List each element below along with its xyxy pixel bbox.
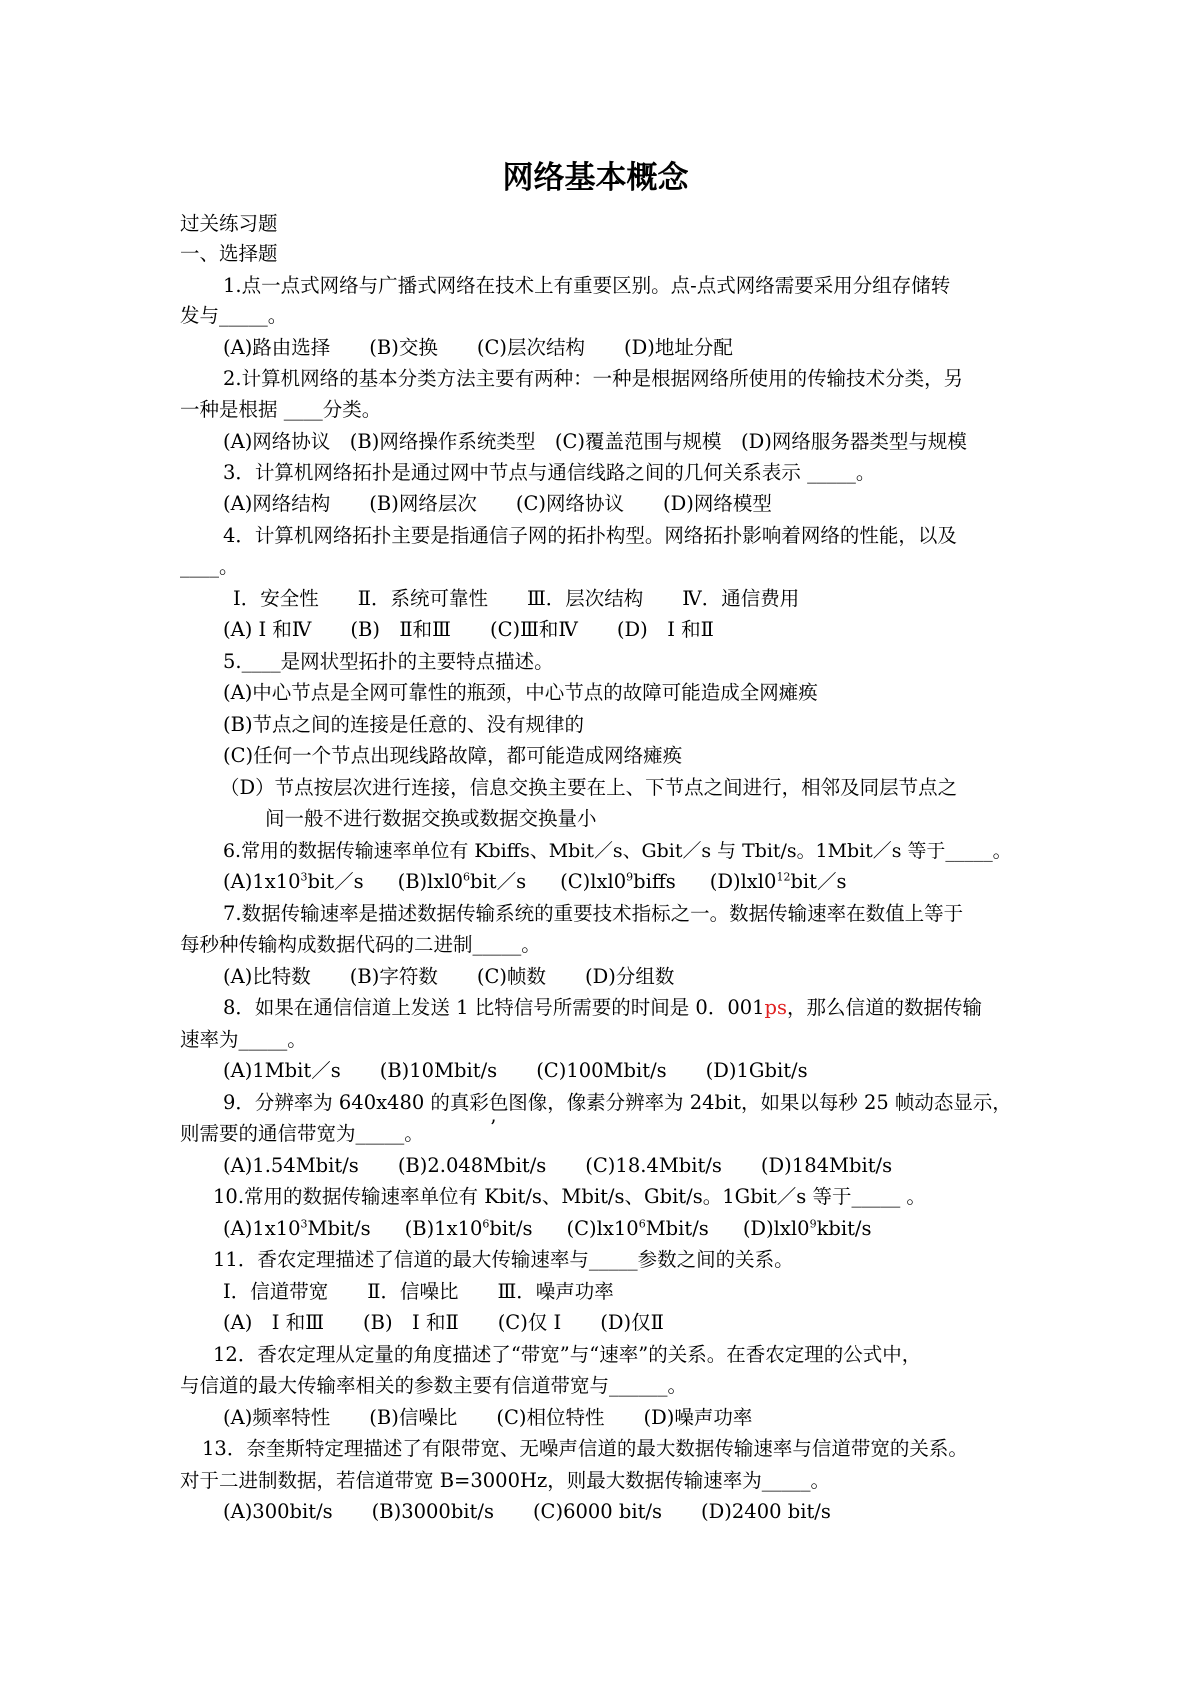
answer-options xyxy=(223,1215,872,1243)
option-a: $(A)1x10^3Mbit/s$ xyxy=(223,1217,371,1240)
question-line: 每秒种传输构成数据代码的二进制_____。 xyxy=(180,933,541,956)
question-line: 5.____是网状型拓扑的主要特点描述。 xyxy=(223,650,554,673)
question-line: 速率为_____。 xyxy=(180,1028,307,1051)
question-line: 发与_____。 xyxy=(180,304,288,327)
question-line: 与信道的最大传输率相关的参数主要有信道带宽与______。 xyxy=(180,1374,688,1397)
question-line: 8．如果在通信信道上发送 1 比特信号所需要的时间是 0．001ps，那么信道的数据传输 xyxy=(223,996,983,1019)
question-line: 13．奈奎斯特定理描述了有限带宽、无噪声信道的最大数据传输速率与信道带宽的关系。 xyxy=(202,1437,968,1460)
page-title: 网络基本概念 xyxy=(502,160,689,196)
question-line: 12．香农定理从定量的角度描述了“带宽”与“速率”的关系。在香农定理的公式中， xyxy=(213,1343,922,1366)
question-line: 则需要的通信带宽为_____。 xyxy=(180,1122,424,1145)
question-line: 10.常用的数据传输速率单位有 Kbit/s、Mbit/s、Gbit/s。1Gbit／s 等于_____ 。 xyxy=(213,1185,926,1208)
section-heading: 一、选择题 xyxy=(180,242,278,265)
subtitle: 过关练习题 xyxy=(180,212,278,235)
option-b: $(B)1x10^6bit/s$ xyxy=(404,1217,533,1240)
question-line: 一种是根据 ____分类。 xyxy=(180,398,382,421)
answer-options: (A)频率特性 (B)信噪比 (C)相位特性 (D)噪声功率 xyxy=(223,1406,753,1429)
answer-options: (A)网络协议 (B)网络操作系统类型 (C)覆盖范围与规模 (D)网络服务器类型与规模 xyxy=(223,430,967,453)
answer-options: (A)比特数 (B)字符数 (C)帧数 (D)分组数 xyxy=(223,965,675,988)
stray-mark: ’ xyxy=(490,1116,497,1139)
highlighted-unit: ps xyxy=(764,996,788,1019)
option-c: $(C)lx10^6Mbit/s$ xyxy=(566,1217,709,1240)
statement-items: I．安全性 Ⅱ．系统可靠性 Ⅲ．层次结构 Ⅳ．通信费用 xyxy=(233,587,800,610)
answer-options xyxy=(223,868,847,896)
answer-options: (A)1Mbit／s (B)10Mbit/s (C)100Mbit/s (D)1Gbit/s xyxy=(223,1059,808,1082)
question-line: 7.数据传输速率是描述数据传输系统的重要技术指标之一。数据传输速率在数值上等于 xyxy=(223,902,964,925)
option-c: $(C)lxl0^9biffs$ xyxy=(560,870,676,893)
answer-options: (A)1.54Mbit/s (B)2.048Mbit/s (C)18.4Mbit/s (D)184Mbit/s xyxy=(223,1154,893,1177)
answer-option: (C)任何一个节点出现线路故障，都可能造成网络瘫痪 xyxy=(223,744,683,767)
statement-items: I．信道带宽 Ⅱ．信噪比 Ⅲ．噪声功率 xyxy=(223,1280,614,1303)
question-line: 6.常用的数据传输速率单位有 Kbiffs、Mbit／s、Gbit／s 与 Tbit/s。1Mbit／s 等于_____。 xyxy=(223,840,1012,862)
option-a: $(A)1x10^3bit/s$ xyxy=(223,870,364,893)
question-line: 9．分辨率为 640x480 的真彩色图像，像素分辨率为 24bit，如果以每秒 25 帧动态显示， xyxy=(223,1091,1012,1114)
answer-option-continued: 间一般不进行数据交换或数据交换量小 xyxy=(265,807,597,830)
answer-options: (A)路由选择 (B)交换 (C)层次结构 (D)地址分配 xyxy=(223,336,733,359)
answer-options: (A)300bit/s (B)3000bit/s (C)6000 bit/s (D)2400 bit/s xyxy=(223,1500,831,1523)
answer-option: （D）节点按层次进行连接，信息交换主要在上、下节点之间进行，相邻及同层节点之 xyxy=(220,776,958,799)
option-b: $(B)lxl0^6bit/s$ xyxy=(397,870,527,893)
question-line: 4．计算机网络拓扑主要是指通信子网的拓扑构型。网络拓扑影响着网络的性能，以及 xyxy=(223,524,957,547)
question-line: 2.计算机网络的基本分类方法主要有两种：一种是根据网络所使用的传输技术分类，另 xyxy=(223,367,964,390)
question-line: 3．计算机网络拓扑是通过网中节点与通信线路之间的几何关系表示 _____。 xyxy=(223,461,876,484)
question-line: 对于二进制数据，若信道带宽 B=3000Hz，则最大数据传输速率为_____。 xyxy=(180,1469,831,1492)
option-d: $(D)lxl0^9kbit/s$ xyxy=(742,1217,872,1240)
question-line: 11．香农定理描述了信道的最大传输速率与_____参数之间的关系。 xyxy=(213,1248,794,1271)
question-line: 1.点一点式网络与广播式网络在技术上有重要区别。点-点式网络需要采用分组存储转 xyxy=(223,274,951,297)
answer-options: (A)网络结构 (B)网络层次 (C)网络协议 (D)网络模型 xyxy=(223,492,772,515)
answer-option: (A)中心节点是全网可靠性的瓶颈，中心节点的故障可能造成全网瘫痪 xyxy=(223,681,818,704)
question-line: ____。 xyxy=(180,555,239,578)
answer-options: (A) I 和Ⅲ (B) I 和Ⅱ (C)仅 I (D)仅Ⅱ xyxy=(223,1311,664,1334)
option-d: $(D)lxl0^{12}bit/s$ xyxy=(709,870,847,893)
answer-options: (A) I 和Ⅳ (B) Ⅱ和Ⅲ (C)Ⅲ和Ⅳ (D) I 和Ⅱ xyxy=(223,618,714,641)
answer-option: (B)节点之间的连接是任意的、没有规律的 xyxy=(223,713,585,736)
